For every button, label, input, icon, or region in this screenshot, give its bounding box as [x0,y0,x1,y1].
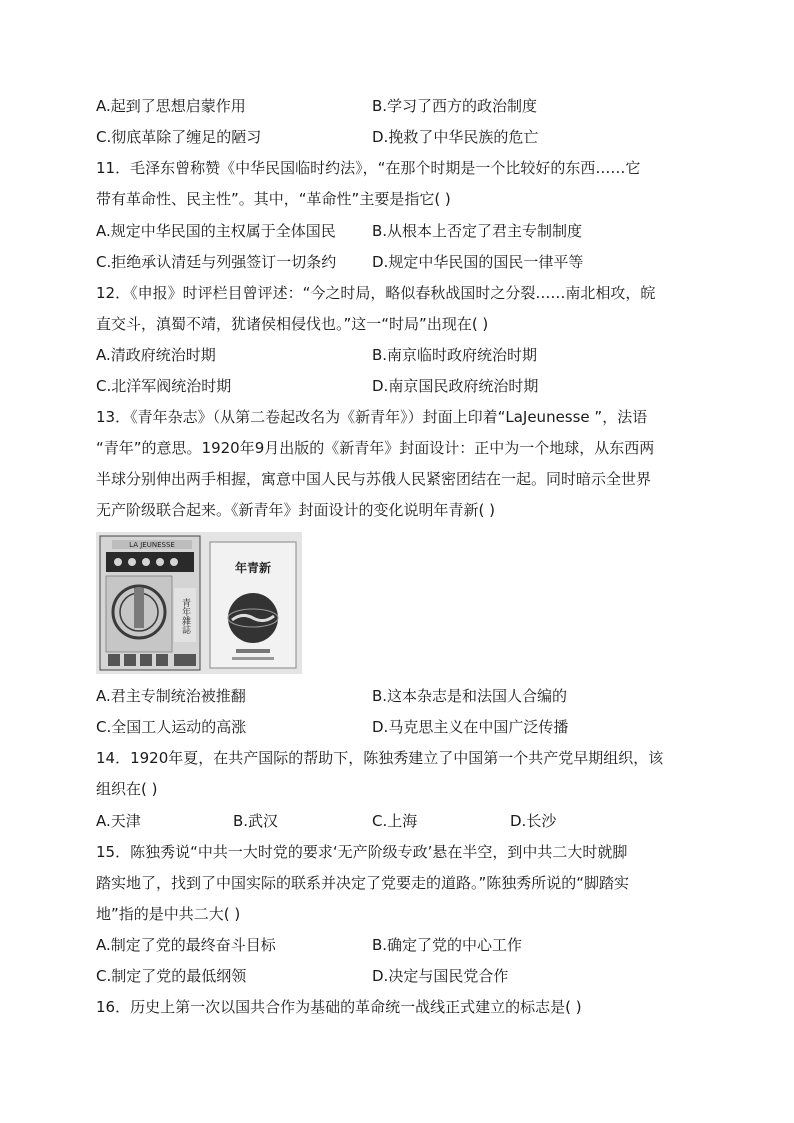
q13-option-b: B.这本杂志是和法国人合编的 [372,687,568,705]
q15-option-d: D.决定与国民党合作 [372,967,509,985]
q13-option-a: A.君主专制统治被推翻 [96,687,246,705]
q14-stem-line2: 组织在( ) [96,780,158,798]
q10-option-b: B.学习了西方的政治制度 [372,97,538,115]
q10-option-a: A.起到了思想启蒙作用 [96,97,246,115]
q15-option-a: A.制定了党的最终奋斗目标 [96,936,276,954]
cover1-title: LA JEUNESSE [129,541,175,549]
q11-option-d: D.规定中华民国的国民一律平等 [372,253,584,271]
magazine-covers-figure [96,532,302,674]
q13-stem-line1: 13．《青年杂志》（从第二卷起改名为《新青年》）封面上印着“LaJeunesse ”，法语 [96,408,648,426]
q13-stem-line4: 无产阶级联合起来。《新青年》封面设计的变化说明年青新( ) [96,501,495,519]
q12-stem-line2: 直交斗，滇蜀不靖，犹诸侯相侵伐也。”这一“时局”出现在( ) [96,315,489,333]
cover-xin-qingnian [210,542,296,668]
magazine-covers-image [96,532,302,674]
q11-stem-line2: 带有革命性、民主性”。其中，“革命性”主要是指它( ) [96,190,451,208]
q15-option-c: C.制定了党的最低纲领 [96,967,247,985]
q15-stem-line2: 踏实地了，找到了中国实际的联系并决定了党要走的道路。”陈独秀所说的“脚踏实 [96,874,630,892]
q13-stem-line2: “青年”的意思。1920年9月出版的《新青年》封面设计：正中为一个地球，从东西两 [96,439,655,457]
q13-option-d: D.马克思主义在中国广泛传播 [372,718,569,736]
cover2-title: 年青新 [234,561,272,575]
q14-option-c: C.上海 [372,812,418,830]
q13-option-c: C.全国工人运动的高涨 [96,718,247,736]
q12-option-a: A.清政府统治时期 [96,346,216,364]
q15-stem-line3: 地”指的是中共二大( ) [96,905,241,923]
cover1-side-title: 青年雜誌 [180,598,190,634]
q11-stem-line1: 11．毛泽东曾称赞《中华民国临时约法》，“在那个时期是一个比较好的东西……它 [96,159,641,177]
q11-option-b: B.从根本上否定了君主专制制度 [372,222,583,240]
q14-option-a: A.天津 [96,812,141,830]
q15-stem-line1: 15．陈独秀说“中共一大时党的要求‘无产阶级专政’悬在半空，到中共二大时就脚 [96,843,628,861]
q16-stem-line1: 16．历史上第一次以国共合作为基础的革命统一战线正式建立的标志是( ) [96,998,582,1016]
q10-option-c: C.彻底革除了缠足的陋习 [96,128,262,146]
q12-stem-line1: 12．《申报》时评栏目曾评述：“今之时局，略似春秋战国时之分裂……南北相攻，皖 [96,284,656,302]
q12-option-c: C.北洋军阀统治时期 [96,377,232,395]
q10-option-d: D.挽救了中华民族的危亡 [372,128,539,146]
q11-option-c: C.拒绝承认清廷与列强签订一切条约 [96,253,337,271]
q12-option-d: D.南京国民政府统治时期 [372,377,539,395]
q14-option-d: D.长沙 [510,812,557,830]
q14-stem-line1: 14．1920年夏，在共产国际的帮助下，陈独秀建立了中国第一个共产党早期组织，该 [96,749,664,767]
q14-option-b: B.武汉 [233,812,279,830]
q13-stem-line3: 半球分别伸出两手相握，寓意中国人民与苏俄人民紧密团结在一起。同时暗示全世界 [96,470,652,488]
q11-option-a: A.规定中华民国的主权属于全体国民 [96,222,336,240]
q12-option-b: B.南京临时政府统治时期 [372,346,538,364]
cover-qingnian-zazhi [100,536,200,670]
q15-option-b: B.确定了党的中心工作 [372,936,523,954]
